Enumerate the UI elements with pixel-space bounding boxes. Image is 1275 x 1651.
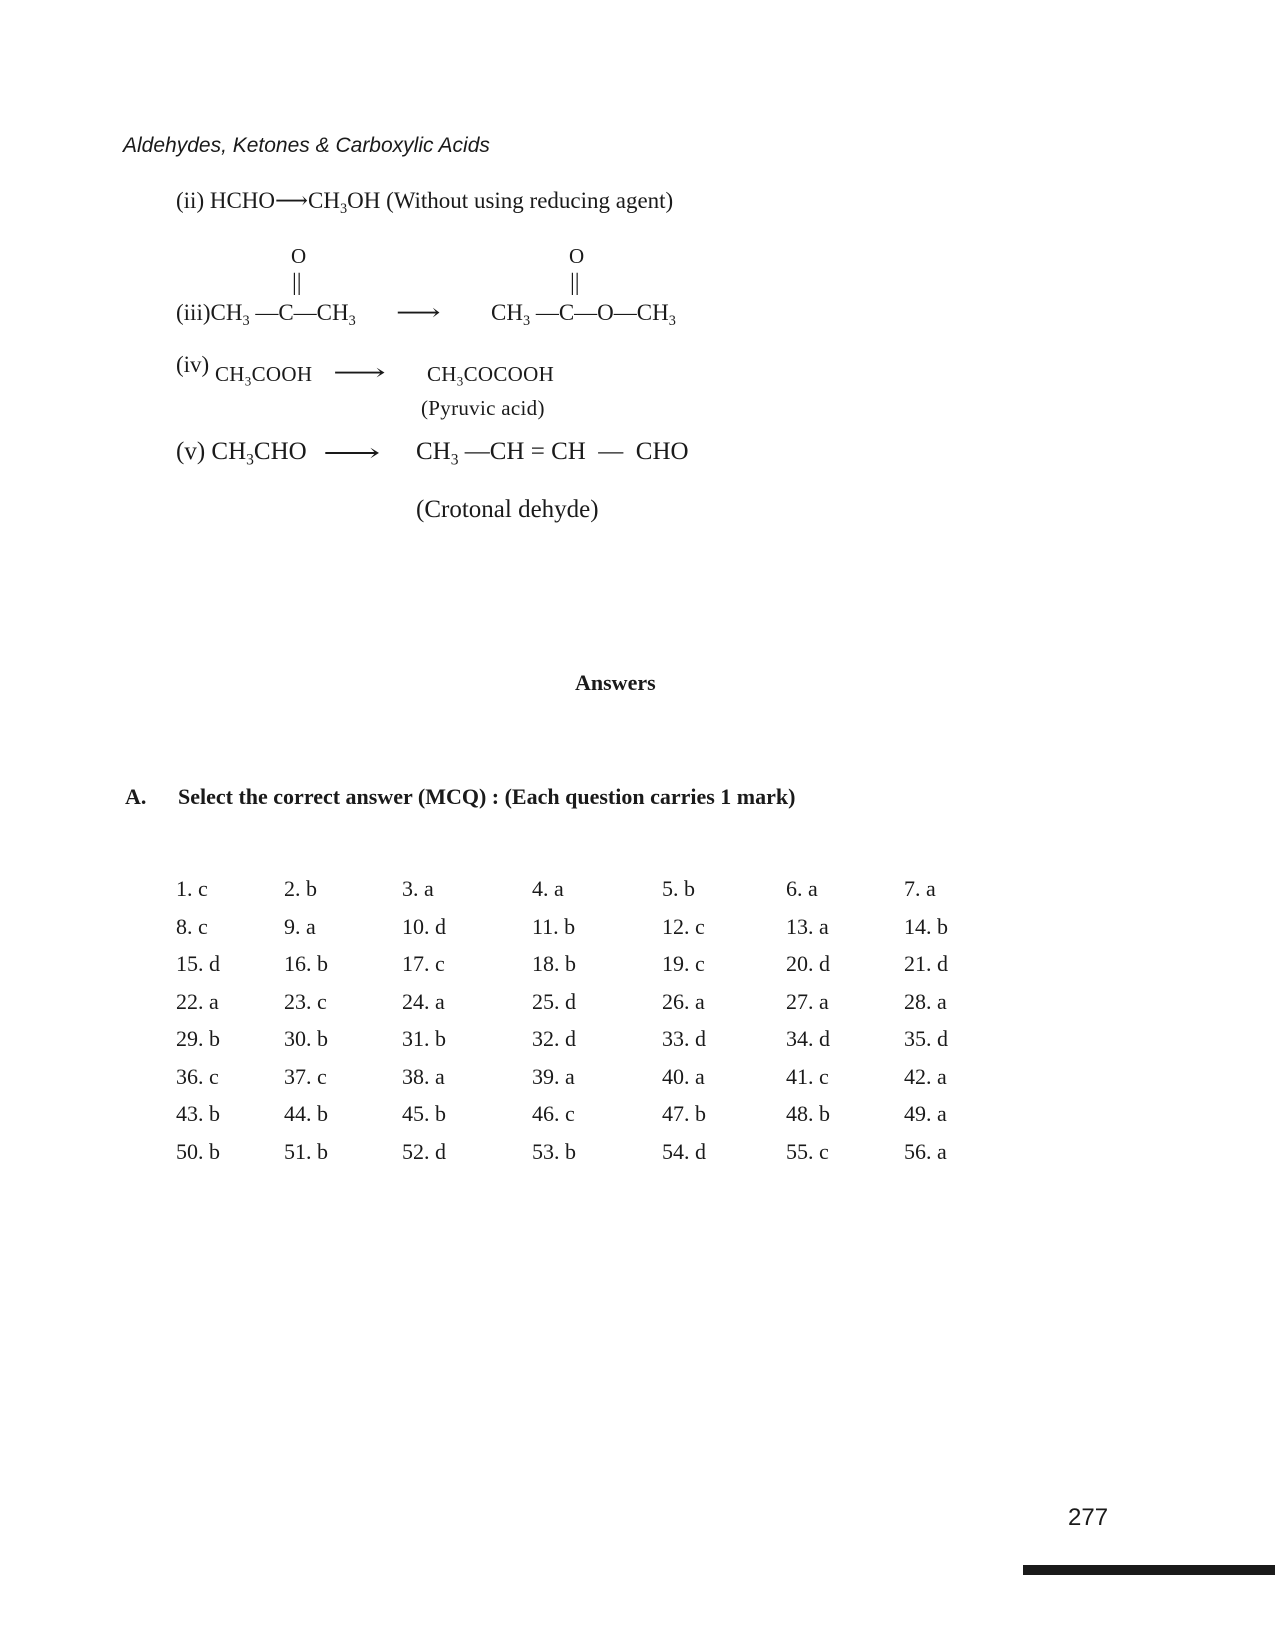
reaction-ii bbox=[176, 188, 674, 217]
section-letter: A. bbox=[125, 784, 147, 809]
answer-cell: 43. b bbox=[176, 1101, 220, 1126]
reaction-ii-product: $CH_3OH$ bbox=[308, 188, 381, 217]
answer-cell: 42. a bbox=[904, 1063, 947, 1089]
answer-cell: 5. b bbox=[662, 876, 695, 901]
reaction-iii-product: $CH_3$ $—C—O—CH_3$ bbox=[491, 300, 676, 329]
ester-oxygen: O bbox=[569, 244, 585, 268]
answer-cell: 30. b bbox=[284, 1026, 328, 1051]
section-title: Select the correct answer (MCQ) : (Each question carries 1 mark) bbox=[178, 784, 796, 809]
answer-cell: 45. b bbox=[402, 1101, 446, 1126]
reaction-iii-label: (iii) bbox=[176, 300, 211, 325]
ester-double-bond: || bbox=[570, 270, 580, 296]
reaction-iv-reactant: $CH_3COOH$ bbox=[215, 362, 313, 389]
answer-cell: 46. c bbox=[532, 1101, 575, 1126]
reaction-v-label: (v) bbox=[176, 438, 206, 465]
page-number: 277 bbox=[1068, 1504, 1109, 1531]
answer-cell: 9. a bbox=[284, 913, 316, 939]
answer-cell: 51. b bbox=[284, 1138, 328, 1164]
answer-cell: 44. b bbox=[284, 1101, 328, 1126]
answer-cell: 13. a bbox=[786, 913, 829, 939]
answer-cell: 17. c bbox=[402, 951, 445, 976]
answer-cell: 31. b bbox=[402, 1026, 446, 1051]
answer-cell: 26. a bbox=[662, 988, 705, 1014]
answer-cell: 1. c bbox=[176, 876, 208, 901]
pyruvic-acid-label: (Pyruvic acid) bbox=[421, 396, 545, 420]
answer-cell: 54. d bbox=[662, 1138, 706, 1164]
answer-cell: 3. a bbox=[402, 876, 434, 901]
reaction-v-product: $CH_3$ —CH = CH — CHO bbox=[416, 438, 689, 469]
reaction-ii-note: (Without using reducing agent) bbox=[386, 188, 674, 213]
answer-cell: 39. a bbox=[532, 1063, 575, 1089]
answer-cell: 4. a bbox=[532, 876, 564, 901]
answer-cell: 14. b bbox=[904, 913, 948, 939]
answer-cell: 29. b bbox=[176, 1026, 220, 1051]
answer-cell: 53. b bbox=[532, 1138, 576, 1164]
answer-cell: 41. c bbox=[786, 1063, 829, 1089]
answer-cell: 10. d bbox=[402, 913, 446, 939]
reaction-ii-reactant: HCHO bbox=[209, 188, 276, 213]
answer-cell: 56. a bbox=[904, 1138, 947, 1164]
answer-cell: 2. b bbox=[284, 876, 317, 901]
reaction-iv-label: (iv) bbox=[176, 352, 210, 377]
answer-cell: 36. c bbox=[176, 1063, 219, 1089]
answers-heading: Answers bbox=[575, 670, 656, 695]
answer-cell: 40. a bbox=[662, 1063, 705, 1089]
reaction-iii-arrow: ⟶ bbox=[396, 300, 441, 325]
answer-cell: 34. d bbox=[786, 1026, 830, 1051]
answer-cell: 55. c bbox=[786, 1138, 829, 1164]
answer-cell: 6. a bbox=[786, 876, 818, 901]
ketone-oxygen: O bbox=[291, 244, 307, 268]
answer-cell: 8. c bbox=[176, 913, 208, 939]
reaction-iii-reactant: $CH_3$ $—C—CH_3$ bbox=[210, 300, 356, 329]
ketone-double-bond: || bbox=[292, 270, 302, 296]
reaction-iv-product: $CH_3COCOOH$ bbox=[427, 362, 555, 389]
answer-cell: 18. b bbox=[532, 951, 576, 976]
answer-cell: 27. a bbox=[786, 988, 829, 1014]
reaction-v bbox=[176, 438, 307, 469]
answer-cell: 16. b bbox=[284, 951, 328, 976]
answer-cell: 47. b bbox=[662, 1101, 706, 1126]
page-footer-rule bbox=[1023, 1565, 1275, 1575]
answer-cell: 35. d bbox=[904, 1026, 948, 1051]
answer-cell: 11. b bbox=[532, 913, 576, 939]
answer-cell: 7. a bbox=[904, 876, 936, 901]
answer-cell: 12. c bbox=[662, 913, 705, 939]
answer-cell: 52. d bbox=[402, 1138, 446, 1164]
reaction-v-arrow: ⟶ bbox=[323, 440, 381, 467]
answer-cell: 21. d bbox=[904, 951, 948, 976]
crotonaldehyde-label: (Crotonal dehyde) bbox=[416, 496, 599, 523]
reaction-ii-label: (ii) bbox=[176, 188, 205, 213]
running-header: Aldehydes, Ketones & Carboxylic Acids bbox=[123, 134, 490, 157]
answer-cell: 37. c bbox=[284, 1063, 327, 1089]
answer-cell: 32. d bbox=[532, 1026, 576, 1051]
answer-cell: 38. a bbox=[402, 1063, 445, 1089]
answer-cell: 50. b bbox=[176, 1138, 220, 1164]
answer-cell: 15. d bbox=[176, 951, 220, 976]
reaction-arrow: ⟶ bbox=[275, 188, 309, 213]
reaction-iii bbox=[176, 300, 356, 329]
answer-cell: 48. b bbox=[786, 1101, 830, 1126]
answer-cell: 25. d bbox=[532, 988, 576, 1014]
reaction-iv-arrow: ⟶ bbox=[333, 360, 386, 385]
answer-cell: 24. a bbox=[402, 988, 445, 1014]
answer-cell: 23. c bbox=[284, 988, 327, 1014]
reaction-v-reactant: $CH_3CHO$ bbox=[211, 438, 307, 469]
answer-cell: 22. a bbox=[176, 988, 219, 1014]
answer-cell: 19. c bbox=[662, 951, 705, 976]
answer-cell: 28. a bbox=[904, 988, 947, 1014]
answer-cell: 33. d bbox=[662, 1026, 706, 1051]
answer-cell: 20. d bbox=[786, 951, 830, 976]
answer-cell: 49. a bbox=[904, 1101, 947, 1126]
